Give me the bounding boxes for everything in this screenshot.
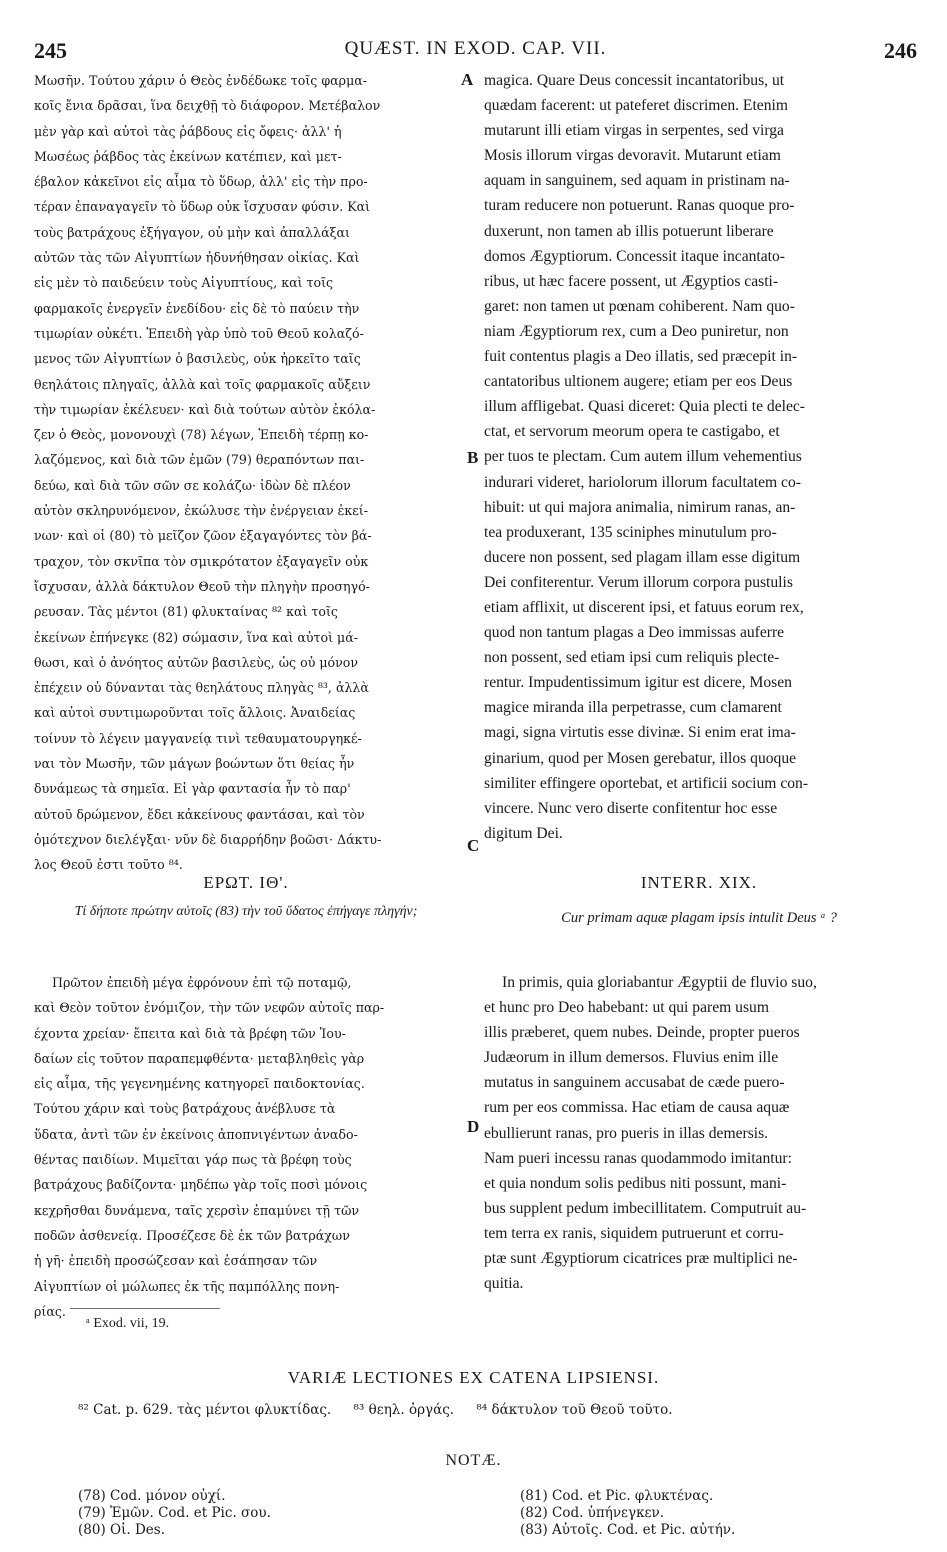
text-line: mutatus in sanguinem accusabat de cæde puero-: [484, 1074, 785, 1092]
running-title: QUÆST. IN EXOD. CAP. VII.: [344, 38, 607, 59]
notae-heading: NOTÆ.: [445, 1452, 502, 1469]
text-line: tea produxerant, 135 sciniphes minutulum pro-: [484, 523, 777, 541]
greek-question-subtitle: Τί δήποτε πρώτην αὐτοῖς (83) τὴν τοῦ ὕδατος ἐπήγαγε πληγήν;: [74, 904, 418, 919]
text-line: quædam facerent: ut pateferet discrimen. Etenim: [484, 97, 788, 115]
text-line: et quia nondum solis pedibus niti possunt, mani-: [484, 1174, 787, 1192]
text-line: ebullierunt ranas, pro pueris in illas demersis.: [484, 1124, 769, 1142]
text-line: duxerunt, non tamen ab illis potuerunt liberare: [484, 222, 774, 240]
text-line: ἐκείνων ἐπήνεγκε (82) σώμασιν, ἵνα καὶ αὐτοὶ μά-: [34, 629, 358, 645]
text-line: digitum Dei.: [484, 824, 563, 842]
note-item: (83) Αὐτοῖς. Cod. et Pic. αὐτήν.: [520, 1522, 736, 1538]
text-line: ducere non possent, sed plagam illam esse digitum: [484, 548, 801, 566]
text-line: βατράχους βαδίζοντα· μηδέπω γὰρ τοῖς ποσὶ μόνοις: [34, 1177, 368, 1193]
text-line: ὁμότεχνον διελέγξαι· νῦν δὲ διαρρήδην βοῶσι· Δάκτυ-: [34, 831, 382, 847]
text-line: hibuit: ut qui majora animalia, nimirum ranas, an-: [484, 498, 796, 516]
text-line: ptæ sunt Ægyptiorum cicatrices præ multiplici ne-: [484, 1250, 798, 1268]
text-line: εἰς μὲν τὸ παιδεύειν τοὺς Αἰγυπτίους, καὶ τοῖς: [34, 275, 334, 291]
text-line: magica. Quare Deus concessit incantatoribus, ut: [484, 72, 785, 89]
text-line: δεύω, καὶ διὰ τῶν σῶν σε κολάζω· ἰδὼν δὲ πλέον: [34, 477, 351, 493]
latin-text-lines: [484, 68, 914, 846]
greek-column-answer: [34, 970, 458, 1319]
margin-letter-b: B: [467, 448, 479, 467]
text-line: turam reducere non potuerunt. Ranas quoque pro-: [484, 197, 795, 215]
text-line: magi, signa virtutis esse divinæ. Si enim erat ima-: [484, 724, 796, 742]
text-line: τοὺς βατράχους ἐξήγαγον, οὐ μὴν καὶ ἀπαλλάξαι: [34, 224, 350, 240]
text-line: ρευσαν. Τὰς μέντοι (81) φλυκταίνας ⁸² καὶ τοῖς: [34, 604, 338, 620]
latin-answer-lines: [484, 970, 914, 1296]
text-line: Μωσέως ῥάβδος τὰς ἐκείνων κατέπιεν, καὶ μετ-: [34, 148, 342, 164]
text-line: ὕδατα, ἀντὶ τῶν ἐν ἐκείνοις ἀποπνιγέντων ἀναδο-: [34, 1126, 358, 1142]
running-header: [34, 38, 917, 68]
text-line: μὲν γὰρ καὶ αὐτοὶ τὰς ῥάβδους εἰς ὄφεις· ἀλλ' ἡ: [34, 123, 342, 139]
text-line: θωσι, καὶ ὁ ἀνόητος αὐτῶν βασιλεὺς, ὡς οὐ μόνον: [34, 654, 359, 670]
text-line: Dei confiterentur. Verum illorum corpora pustulis: [484, 573, 793, 591]
text-line: θέντας παιδίων. Μιμεῖται γάρ πως τὰ βρέφη τοὺς: [34, 1152, 352, 1168]
text-line: tem terra ex ranis, siquidem putruerunt et corru-: [484, 1224, 784, 1242]
text-line: αὐτῶν τὰς τῶν Αἰγυπτίων ἠδυνήθησαν οἰκίας. Καὶ: [34, 250, 360, 266]
latin-question-subtitle: Cur primam aquæ plagam ipsis intulit Deus ᵃ ?: [561, 910, 837, 926]
text-line: τιμωρίαν οὐκέτι. Ἐπειδὴ γὰρ ὑπὸ τοῦ Θεοῦ κολαζό-: [34, 325, 364, 341]
note-item: (81) Cod. et Pic. φλυκτένας.: [520, 1488, 714, 1504]
text-line: τραχον, τὸν σκνῖπα τὸν σμικρότατον ἐξαγαγεῖν οὐκ: [34, 553, 369, 569]
variant-item: ⁸⁴ δάκτυλον τοῦ Θεοῦ τοῦτο.: [476, 1402, 673, 1418]
text-line: ctat, et servorum meorum opera te castigabo, et: [484, 423, 780, 441]
greek-question-heading: ΕΡΩΤ. ΙΘ'.: [203, 873, 289, 892]
text-line: mutarunt illi etiam virgas in serpentes, sed virga: [484, 122, 784, 140]
text-line: ginarium, quod per Mosen gerebatur, illos quoque: [484, 749, 797, 767]
text-line: illis præberet, quem nubes. Deinde, propter pueros: [484, 1024, 800, 1042]
text-line: τέραν ἐπαναγαγεῖν τὸ ὕδωρ οὐκ ἴσχυσαν φύσιν. Καὶ: [34, 199, 371, 215]
margin-letter-a: A: [461, 70, 474, 89]
text-line: aquam in sanguinem, sed aquam in pristinam na-: [484, 172, 790, 190]
text-line: καὶ Θεὸν τοῦτον ἐνόμιζον, τὴν τῶν νεφῶν αὐτοῖς παρ-: [34, 1000, 385, 1016]
text-line: καὶ αὐτοὶ συντιμωροῦνται τοῖς ἄλλοις. Ἀναιδείας: [34, 705, 356, 721]
text-line: κεχρῆσθαι δυνάμενα, ταῖς χερσὶν ἐπαμύνει τῇ τῶν: [34, 1202, 360, 1218]
text-line: λος Θεοῦ ἐστι τοῦτο ⁸⁴.: [34, 857, 183, 873]
text-line: ribus, ut hæc facere possent, ut Ægyptios casti-: [484, 272, 779, 290]
margin-letter-d: D: [467, 1117, 480, 1136]
text-line: θεηλάτοις πληγαῖς, ἀλλὰ καὶ τοῖς φαρμακοῖς αὔξειν: [34, 376, 371, 392]
text-line: rentur. Impudentissimum igitur est dicere, Mosen: [484, 674, 792, 692]
text-line: τὴν τιμωρίαν ἐκέλευεν· καὶ διὰ τούτων αὐτὸν ἐκόλα-: [34, 401, 376, 417]
note-item: (78) Cod. μόνον οὐχί.: [78, 1488, 226, 1504]
text-line: quod non tantum plagas a Deo immissas auferre: [484, 624, 785, 642]
text-line: ἴσχυσαν, ἀλλὰ δάκτυλον Θεοῦ τὴν πληγὴν προσηγό-: [34, 578, 370, 594]
text-line: illum affligebat. Quasi diceret: Quia plecti te delec-: [484, 398, 805, 416]
text-line: έχοντα χρείαν· ἔπειτα καὶ διὰ τὰ βρέφη τῶν Ἰου-: [34, 1025, 346, 1041]
text-line: etiam afflixit, ut discerent ipsi, et fatuus eorum rex,: [484, 598, 804, 616]
text-line: vincere. Nunc vero diserte confitentur hoc esse: [484, 799, 778, 817]
text-line: niam Ægyptiorum rex, cum a Deo puniretur, non: [484, 322, 789, 340]
text-line: similiter effingere oportebat, et artificii socium con-: [484, 774, 809, 792]
text-line: Mosis illorum virgas devoravit. Mutarunt etiam: [484, 147, 781, 165]
greek-answer-lines: [34, 970, 458, 1324]
text-line: rum per eos commissa. Hac etiam de causa aquæ: [484, 1099, 790, 1117]
latin-column-answer: [484, 970, 914, 1300]
text-line: ρίας.: [34, 1303, 66, 1319]
text-line: ζεν ὁ Θεὸς, μονονουχὶ (78) λέγων, Ἐπειδὴ τέρπῃ κο-: [34, 427, 369, 443]
notes-right: [520, 1488, 920, 1539]
text-line: ποδῶν ἀσθενείᾳ. Προσέζεσε δὲ ἐκ τῶν βατράχων: [34, 1227, 350, 1243]
text-line: φαρμακοῖς ἐνεργεῖν ἐνεδίδου· εἰς δὲ τὸ παύειν τὴν: [34, 300, 360, 316]
text-line: cantatoribus ultionem augere; etiam per eos Deus: [484, 373, 793, 391]
text-line: ναι τὸν Μωσῆν, τῶν μάγων βοώντων ὅτι θείας ἦν: [34, 756, 355, 772]
text-line: bus supplent pedum imbecillitatem. Computruit au-: [484, 1199, 807, 1217]
text-line: κοῖς ἔνια δρᾶσαι, ἵνα δειχθῇ τὸ διάφορον. Μετέβαλον: [34, 98, 381, 114]
latin-question-heading: INTERR. XIX.: [640, 873, 758, 892]
note-item: (80) Οἱ. Des.: [78, 1522, 165, 1538]
text-line: quitia.: [484, 1275, 524, 1293]
note-item: (79) Ἐμῶν. Cod. et Pic. σου.: [78, 1505, 271, 1521]
latin-column-main: [484, 68, 914, 858]
text-line: per tuos te plectam. Cum autem illum vehementius: [484, 448, 802, 466]
text-line: μενος τῶν Αἰγυπτίων ὁ βασιλεὺς, οὐκ ἠρκεῖτο ταῖς: [34, 351, 361, 367]
text-line: garet: non tamen ut pœnam cohiberent. Nam quo-: [484, 297, 795, 315]
text-line: In primis, quia gloriabantur Ægyptii de fluvio suo,: [502, 974, 817, 991]
text-line: ἐπέχειν οὐ δύνανται τὰς θεηλάτους πληγὰς ⁸³, ἀλλὰ: [34, 680, 369, 696]
text-line: Nam pueri incessu ranas quodammodo imitantur:: [484, 1149, 792, 1167]
text-line: Judæorum in illum demersos. Fluvius enim ille: [484, 1049, 779, 1067]
page-number-right: 246: [884, 38, 917, 63]
text-line: αὐτοῦ δρώμενον, ἔδει κἀκείνους φαντάσαι, καὶ τὸν: [34, 806, 365, 822]
text-line: ἡ γῆ· ἐπειδὴ προσώζεσαν καὶ ἐσάπησαν τῶν: [34, 1253, 318, 1269]
text-line: fuit contentus plagis a Deo illatis, sed præcepit in-: [484, 348, 798, 366]
footnote: ᵃ Exod. vii, 19.: [86, 1316, 170, 1331]
greek-text-lines: [34, 68, 458, 878]
greek-column-main: [34, 68, 458, 873]
text-line: δυνάμεως τὰ σημεῖα. Εἰ γὰρ φαντασία ἦν τὸ παρ': [34, 781, 351, 797]
text-line: indurari videret, hariolorum illorum facultatem co-: [484, 473, 801, 491]
notes-left: [78, 1488, 478, 1539]
variant-item: ⁸² Cat. p. 629. τὰς μέντοι φλυκτίδας.: [78, 1402, 332, 1418]
text-line: domos Ægyptiorum. Concessit itaque incantato-: [484, 247, 786, 265]
text-line: Πρῶτον ἐπειδὴ μέγα ἐφρόνουν ἐπὶ τῷ ποταμῷ,: [52, 975, 352, 990]
text-line: magice miranda illa perpetrasse, cum clamarent: [484, 699, 782, 717]
text-line: Αἰγυπτίων οἱ μώλωπες ἐκ τῆς παμπόλλης πονη-: [34, 1278, 340, 1294]
text-line: νων· καὶ οἱ (80) τὸ μεῖζον ζῶον ἐξαγαγόντες τὸν βά-: [34, 528, 372, 544]
text-line: non possent, sed etiam ipsi cum reliquis plecte-: [484, 649, 780, 667]
footnote-rule: [70, 1308, 220, 1309]
variae-lectiones-heading: VARIÆ LECTIONES EX CATENA LIPSIENSI.: [287, 1368, 660, 1387]
margin-letter-c: C: [467, 836, 480, 855]
text-line: τοίνυν τὸ λέγειν μαγγανείᾳ τινὶ τεθαυματουργηκέ-: [34, 730, 362, 746]
text-line: έβαλον κἀκεῖνοι εἰς αἷμα τὸ ὕδωρ, ἀλλ' εἰς τὴν προ-: [34, 174, 368, 190]
text-line: et hunc pro Deo habebant: ut qui parem usum: [484, 999, 769, 1017]
text-line: αὐτὸν σκληρυνόμενον, ἐκώλυσε τὴν ἐνέργειαν ἐκεί-: [34, 503, 368, 519]
page-number-left: 245: [34, 38, 67, 63]
text-line: Μωσῆν. Τούτου χάριν ὁ Θεὸς ἐνδέδωκε τοῖς φαρμα-: [34, 73, 368, 88]
text-line: λαζόμενος, καὶ διὰ τῶν ἐμῶν (79) θεραπόντων παι-: [34, 452, 365, 468]
text-line: δαίων εἰς τοῦτον παραπεμφθέντα· μεταβληθεὶς γὰρ: [34, 1050, 365, 1066]
text-line: εἰς αἷμα, τῆς γεγενημένης κατηγορεῖ παιδοκτονίας.: [34, 1076, 365, 1092]
note-item: (82) Cod. ὑπήνεγκεν.: [520, 1505, 665, 1521]
variant-item: ⁸³ θεηλ. ὀργάς.: [353, 1402, 455, 1418]
text-line: Τούτου χάριν καὶ τοὺς βατράχους ἀνέβλυσε τὰ: [34, 1101, 336, 1117]
variae-lectiones: [78, 1402, 898, 1418]
